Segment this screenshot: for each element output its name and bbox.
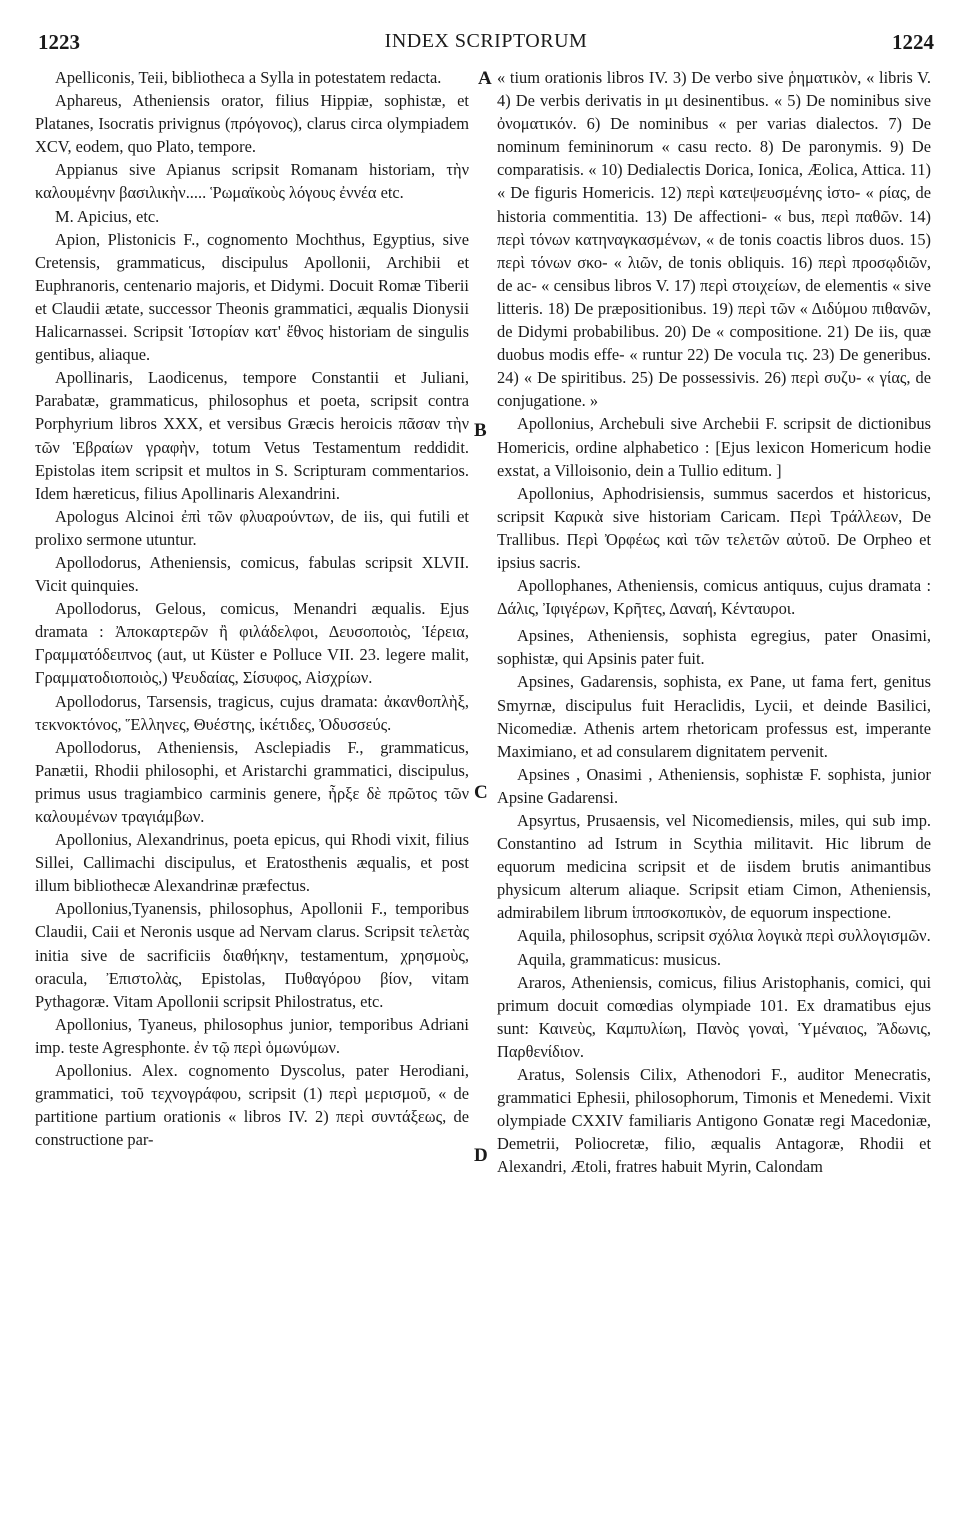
index-entry: Apollodorus, Gelous, comicus, Menandri æqualis. Ejus dramata : Ἀποκαρτερῶν ἢ φιλάδελφοι, Δευσοποιὸς, Ἱέρεια, Γραμματόδειπνος (aut, ut Küster e Polluce VII. 23. legere malit, Γραμματοδιοποιὸς,) Ψευδαίας, Σίσυφος, Αἰσχρίων. xyxy=(35,599,469,688)
running-header xyxy=(38,30,934,60)
index-entry: Apelliconis, Teii, bibliotheca a Sylla in potestatem redacta. xyxy=(55,68,442,87)
index-entry: Apsines, Gadarensis, sophista, ex Pane, ut fama fert, genitus Smyrnæ, discipulus fuit Heraclidis, Lycii, et deinde Basilici, Nicomediæ. Athenis artem rhetoricam professus est, imperante Maximiano, et ad consularem dignitatem pervenit. xyxy=(497,672,931,761)
index-entry: Araros, Atheniensis, comicus, filius Aristophanis, comici, qui primum docuit comœdias olympiade 101. Ex dramatibus ejus sunt: Καινεὺς, Καμπυλίωη, Πανὸς γοναὶ, Ὑμέναιος, Ἄδωνις, Παρθενίδιον. xyxy=(497,972,931,1061)
index-entry-continued: « tium orationis libros IV. 3) De verbo sive ῥηματικὸν, « libris V. 4) De verbis derivatis in μι desinentibus. « 5) De nominibus sive ὀνοματικόν. 6) De nominibus « per varias dialectos. 7) De nominum femininorum « casu recto. 8) De paronymis. 9) De comparatisis. « 10) Dedialectis Dorica, Ionica, Æolica, Attica. 11) « De figuris Homericis. 12) περὶ κατεψευσμένης ἱστο- « ρίας, de historia commentitia. 13) De affectioni- « bus, περὶ παθῶν. 14) περὶ τόνων κατηναγκασμένων, « de tonis coactis libros duos. 15) περὶ τόνων σκο- « λιῶν, de tonis obliquis. 16) περὶ προσῳδιῶν, de ac- « censibus libros V. 17) περὶ στοιχείων, de elementis « sive litteris. 18) De præpositionibus. 19) περὶ τῶν « Διδύμου πιθανῶν, de Didymi probabilibus. 20) De « compositione. 21) De iis, quæ duobus modis effe- « runtur 22) De vocula τις. 23) De generibus. 24) « De spiritibus. 25) De possessivis. 26) περὶ συζυ- « γίας, de conjugatione. » xyxy=(497,68,931,411)
index-entry: Aquila, grammaticus: musicus. xyxy=(517,949,721,969)
index-entry: Apollonius, Tyaneus, philosophus junior, temporibus Adriani imp. teste Agresphonte. ἐν τῷ περὶ ὁμωνύμων. xyxy=(35,1014,469,1057)
index-entry: Apsines , Onasimi , Atheniensis, sophistæ F. sophista, junior Apsine Gadarensi. xyxy=(497,764,931,807)
index-entry: Aquila, philosophus, scripsit σχόλια λογικὰ περὶ συλλογισμῶν. xyxy=(517,926,931,946)
index-entry: Apollodorus, Atheniensis, Asclepiadis F., grammaticus, Panætii, Rhodii philosophi, et Aristarchi grammatici, discipulus, primus usus tragiambico carminis genere, ἦρξε δὲ πρῶτος τῶν καλουμένων τραγιάμβων. xyxy=(35,737,469,826)
index-entry: Apollonius,Tyanensis, philosophus, Apollonii F., temporibus Claudii, Caii et Neronis usque ad Nervam clarus. Scripsit τελετὰς initia sive de sacrificiis διαθήκην, testamentum, χρησμοὺς, oracula, Ἐπιστολὰς, Epistolas, Πυθαγόρου βίον, vitam Pythagoræ. Vitam Apollonii scripsit Philostratus, etc. xyxy=(35,899,469,1011)
index-entry: Apologus Alcinoi ἐπὶ τῶν φλυαρούντων, de iis, qui futili et prolixo sermone utuntur. xyxy=(35,506,469,549)
margin-letter-d: D xyxy=(474,1145,488,1166)
page-number-left: 1223 xyxy=(38,30,80,54)
index-entry: Aphareus, Atheniensis orator, filius Hippiæ, sophistæ, et Platanes, Isocratis privignus (πρόγονος), clarus circa olympiadem XCV, eodem, quo Plato, tempore. xyxy=(35,91,469,157)
index-entry: Apollodorus, Atheniensis, comicus, fabulas scripsit XLVII. Vicit quinquies. xyxy=(35,552,469,596)
index-entry: Apollonius. Alex. cognomento Dyscolus, pater Herodiani, grammatici, τοῦ τεχνογράφου, scripsit (1) περὶ μερισμοῦ, « de partitione partium orationis « libros IV. 2) περὶ συντάξεως, de constructione par- xyxy=(35,1061,469,1150)
index-entry: Appianus sive Apianus scripsit Romanam historiam, τὴν καλουμένην βασιλικὴν..... Ῥωμαϊκοὺς λόγους ἐννέα etc. xyxy=(35,160,469,203)
left-column xyxy=(35,66,469,1151)
index-entry: Apsines, Atheniensis, sophista egregius, pater Onasimi, sophistæ, qui Apsinis pater fuit. xyxy=(497,626,931,669)
margin-letter-a: A xyxy=(478,68,492,89)
index-entry: Apollophanes, Atheniensis, comicus antiquus, cujus dramata : Δάλις, Ἰφιγέρων, Κρῆτες, Δαναή, Κένταυροι. xyxy=(497,576,931,619)
index-entry: Apollonius, Aphodrisiensis, summus sacerdos et historicus, scripsit Καρικὰ sive historiam Caricam. Περὶ Τράλλεων, De Trallibus. Περὶ Ὀρφέως καὶ τῶν τελετῶν αὐτοῦ. De Orpheo et ipsius sacris. xyxy=(497,483,931,572)
index-entry: M. Apicius, etc. xyxy=(55,206,160,226)
right-column xyxy=(497,66,931,1179)
running-title: INDEX SCRIPTORUM xyxy=(384,30,588,52)
index-entry: Apollodorus, Tarsensis, tragicus, cujus dramata: ἀκανθοπλὴξ, τεκνοκτόνος, Ἕλληνες, Θυέστης, ἱκέτιδες, Ὀδυσσεύς. xyxy=(35,691,469,734)
margin-letter-b: B xyxy=(474,420,487,441)
index-entry: Apollonius, Archebuli sive Archebii F. scripsit de dictionibus Homericis, ordine alphabetico : [Ejus lexicon Homericum hodie exstat, a Villoisonio, dein a Tullio editum. ] xyxy=(497,414,931,480)
index-entry: Apollonius, Alexandrinus, poeta epicus, qui Rhodi vixit, filius Sillei, Callimachi discipulus, et Eratosthenis æqualis, et post illum bibliothecæ Alexandrinæ præfectus. xyxy=(35,830,469,896)
index-entry: Aratus, Solensis Cilix, Athenodori F., auditor Menecratis, grammatici Ephesii, philosophorum, Timonis et Menedemi. Vixit olympiade CXXIV familiaris Antigono Gonatæ regi Macedoniæ, Demetrii, Poliocretæ, filio, æqualis Antagoræ, Rhodii et Alexandri, Ætoli, fratres habuit Myrin, Calondam xyxy=(497,1065,931,1177)
page-number-right: 1224 xyxy=(892,30,934,54)
index-entry: Apollinaris, Laodicenus, tempore Constantii et Juliani, Parabatæ, grammaticus, philosophus et poeta, scripsit contra Porphyrium libros XXX, et versibus Græcis heroicis πᾶσαν τὴν τῶν Ἑβραίων γραφὴν, totum Vetus Testamentum reddidit. Epistolas item scripsit et multos in S. Scripturam commentarios. Idem hæreticus, filius Apollinaris Alexandrini. xyxy=(35,368,469,503)
index-entry: Apsyrtus, Prusaensis, vel Nicomediensis, miles, qui sub imp. Constantino ad Istrum in Scythia militavit. Hic librum de equorum medicina scripsit et de iisdem brutis animantibus physicum alterum aliaque. Scripsit etiam Cimon, Atheniensis, admirabilem librum ἱπποσκοπικὸν, de equorum inspectione. xyxy=(497,811,931,923)
margin-letter-c: C xyxy=(474,782,488,803)
index-entry: Apion, Plistonicis F., cognomento Mochthus, Egyptius, sive Cretensis, grammaticus, discipulus Apollonii, Archibii et Euphranoris, centenario majoris, et Didymi. Docuit Romæ Tiberii et Claudii ætate, successor Theonis grammatici, æqualis Dionysii Halicarnassei. Scripsit Ἱστορίαν κατ' ἔθνος historiam de singulis gentibus, aliaque. xyxy=(35,229,469,365)
